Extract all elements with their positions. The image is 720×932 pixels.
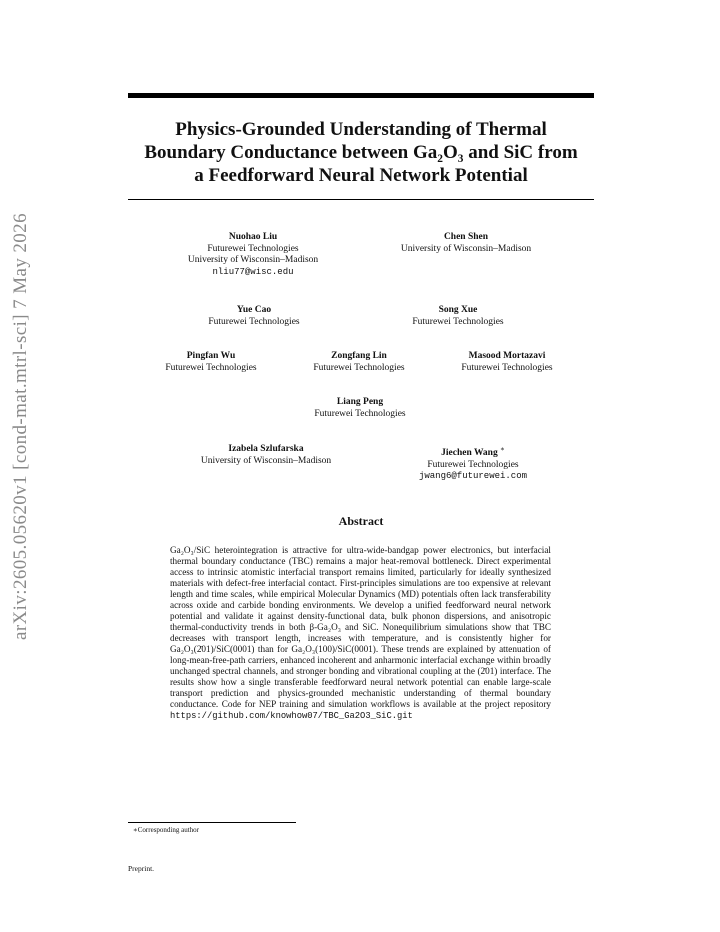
author-affiliation: Futurewei Technologies — [313, 362, 405, 373]
author-affiliation: Futurewei Technologies — [207, 243, 299, 254]
author-name: Liang Peng — [336, 397, 384, 407]
author-block-wang — [419, 444, 527, 483]
author-block-wu — [165, 351, 256, 374]
author-block-mortazavi — [461, 351, 552, 374]
arxiv-identifier: arXiv:2605.05620v1 [cond-mat.mtrl-sci] 7 May 2026 — [10, 213, 31, 640]
author-affiliation: Futurewei Technologies — [427, 459, 519, 470]
author-affiliation: University of Wisconsin–Madison — [200, 455, 332, 466]
title-line-1: Physics-Grounded Understanding of Thermal — [175, 119, 547, 140]
author-block-cao — [208, 305, 299, 328]
abstract-text: Ga₂O₃/SiC heterointegration is attractive for ultra-wide-bandgap power electronics, but interfacial thermal boundary conductance (TBC) remains a major heat-removal bottleneck. Direct experimental access to intrinsic atomistic interfacial transport remains limited, particularly for ideally synthesized materials with defect-free interfacial contact. First-principles simulations are too expensive at relevant length and time scales, while empirical Molecular Dynamics (MD) potentials often lack transferability across oxide and carbide bonding environments. We develop a unified feedforward neural network potential and validate it against density-functional data, bulk phonon dispersions, and anisotropic thermal-conductivity trends in both β-Ga₂O₃ and SiC. Nonequilibrium simulations show that TBC decreases with transport length, increases with temperature, and is consistently higher for Ga₂O₃(2̄01)/SiC(0001) than for Ga₂O₃(100)/SiC(0001). These trends are explained by attenuation of long-mean-free-path carriers, enhanced incoherent and anharmonic interfacial exchange within broadly unchanged spectral channels, and stronger bonding and vibrational coupling at the (2̄01) interface. The results show how a single transferable feedforward neural network potential can enable large-scale transport prediction and physics-grounded mechanistic understanding of thermal boundary conductance. Code for NEP training and simulation workflows is available at the project repository — [170, 545, 551, 709]
author-affiliation: Futurewei Technologies — [208, 316, 300, 327]
title-line-2: Boundary Conductance between Ga₂O₃ and SiC from — [144, 142, 578, 163]
author-block-szlufarska — [201, 444, 331, 467]
author-name: Izabela Szlufarska — [228, 444, 304, 454]
author-name: Chen Shen — [443, 232, 489, 242]
abstract-body — [170, 545, 551, 722]
author-email[interactable]: nliu77@wisc.edu — [212, 266, 294, 277]
author-name: Nuohao Liu — [228, 232, 278, 242]
author-name: Masood Mortazavi — [468, 351, 546, 361]
author-affiliation: Futurewei Technologies — [461, 362, 553, 373]
footnote-rule — [128, 822, 296, 823]
author-block-peng — [314, 397, 405, 420]
repository-link[interactable]: https://github.com/knowhow07/TBC_Ga2O3_SiC.git — [170, 711, 413, 721]
author-name-line — [419, 444, 527, 460]
author-block-lin — [313, 351, 404, 374]
author-name: Song Xue — [438, 305, 478, 315]
title-line-3: a Feedforward Neural Network Potential — [194, 165, 528, 186]
author-block-xue — [412, 305, 503, 328]
corresponding-star: ∗ — [500, 445, 505, 453]
footnote: ∗Corresponding author — [133, 826, 199, 834]
author-name: Jiechen Wang — [441, 448, 498, 459]
author-affiliation: University of Wisconsin–Madison — [187, 255, 319, 265]
author-name: Zongfang Lin — [331, 351, 387, 361]
author-affiliation: Futurewei Technologies — [314, 408, 406, 419]
author-block-shen — [401, 232, 531, 255]
author-name: Pingfan Wu — [186, 351, 236, 361]
author-affiliation: Futurewei Technologies — [412, 316, 504, 327]
paper-title — [128, 118, 594, 187]
author-affiliation: Futurewei Technologies — [165, 362, 257, 373]
author-email[interactable]: jwang6@futurewei.com — [418, 471, 528, 482]
title-bottom-rule — [128, 199, 594, 200]
title-top-rule — [128, 93, 594, 98]
abstract-heading: Abstract — [338, 514, 384, 528]
preprint-label: Preprint. — [128, 864, 155, 873]
author-affiliation: University of Wisconsin–Madison — [400, 243, 532, 254]
author-name: Yue Cao — [236, 305, 272, 315]
author-block-liu — [188, 232, 318, 278]
